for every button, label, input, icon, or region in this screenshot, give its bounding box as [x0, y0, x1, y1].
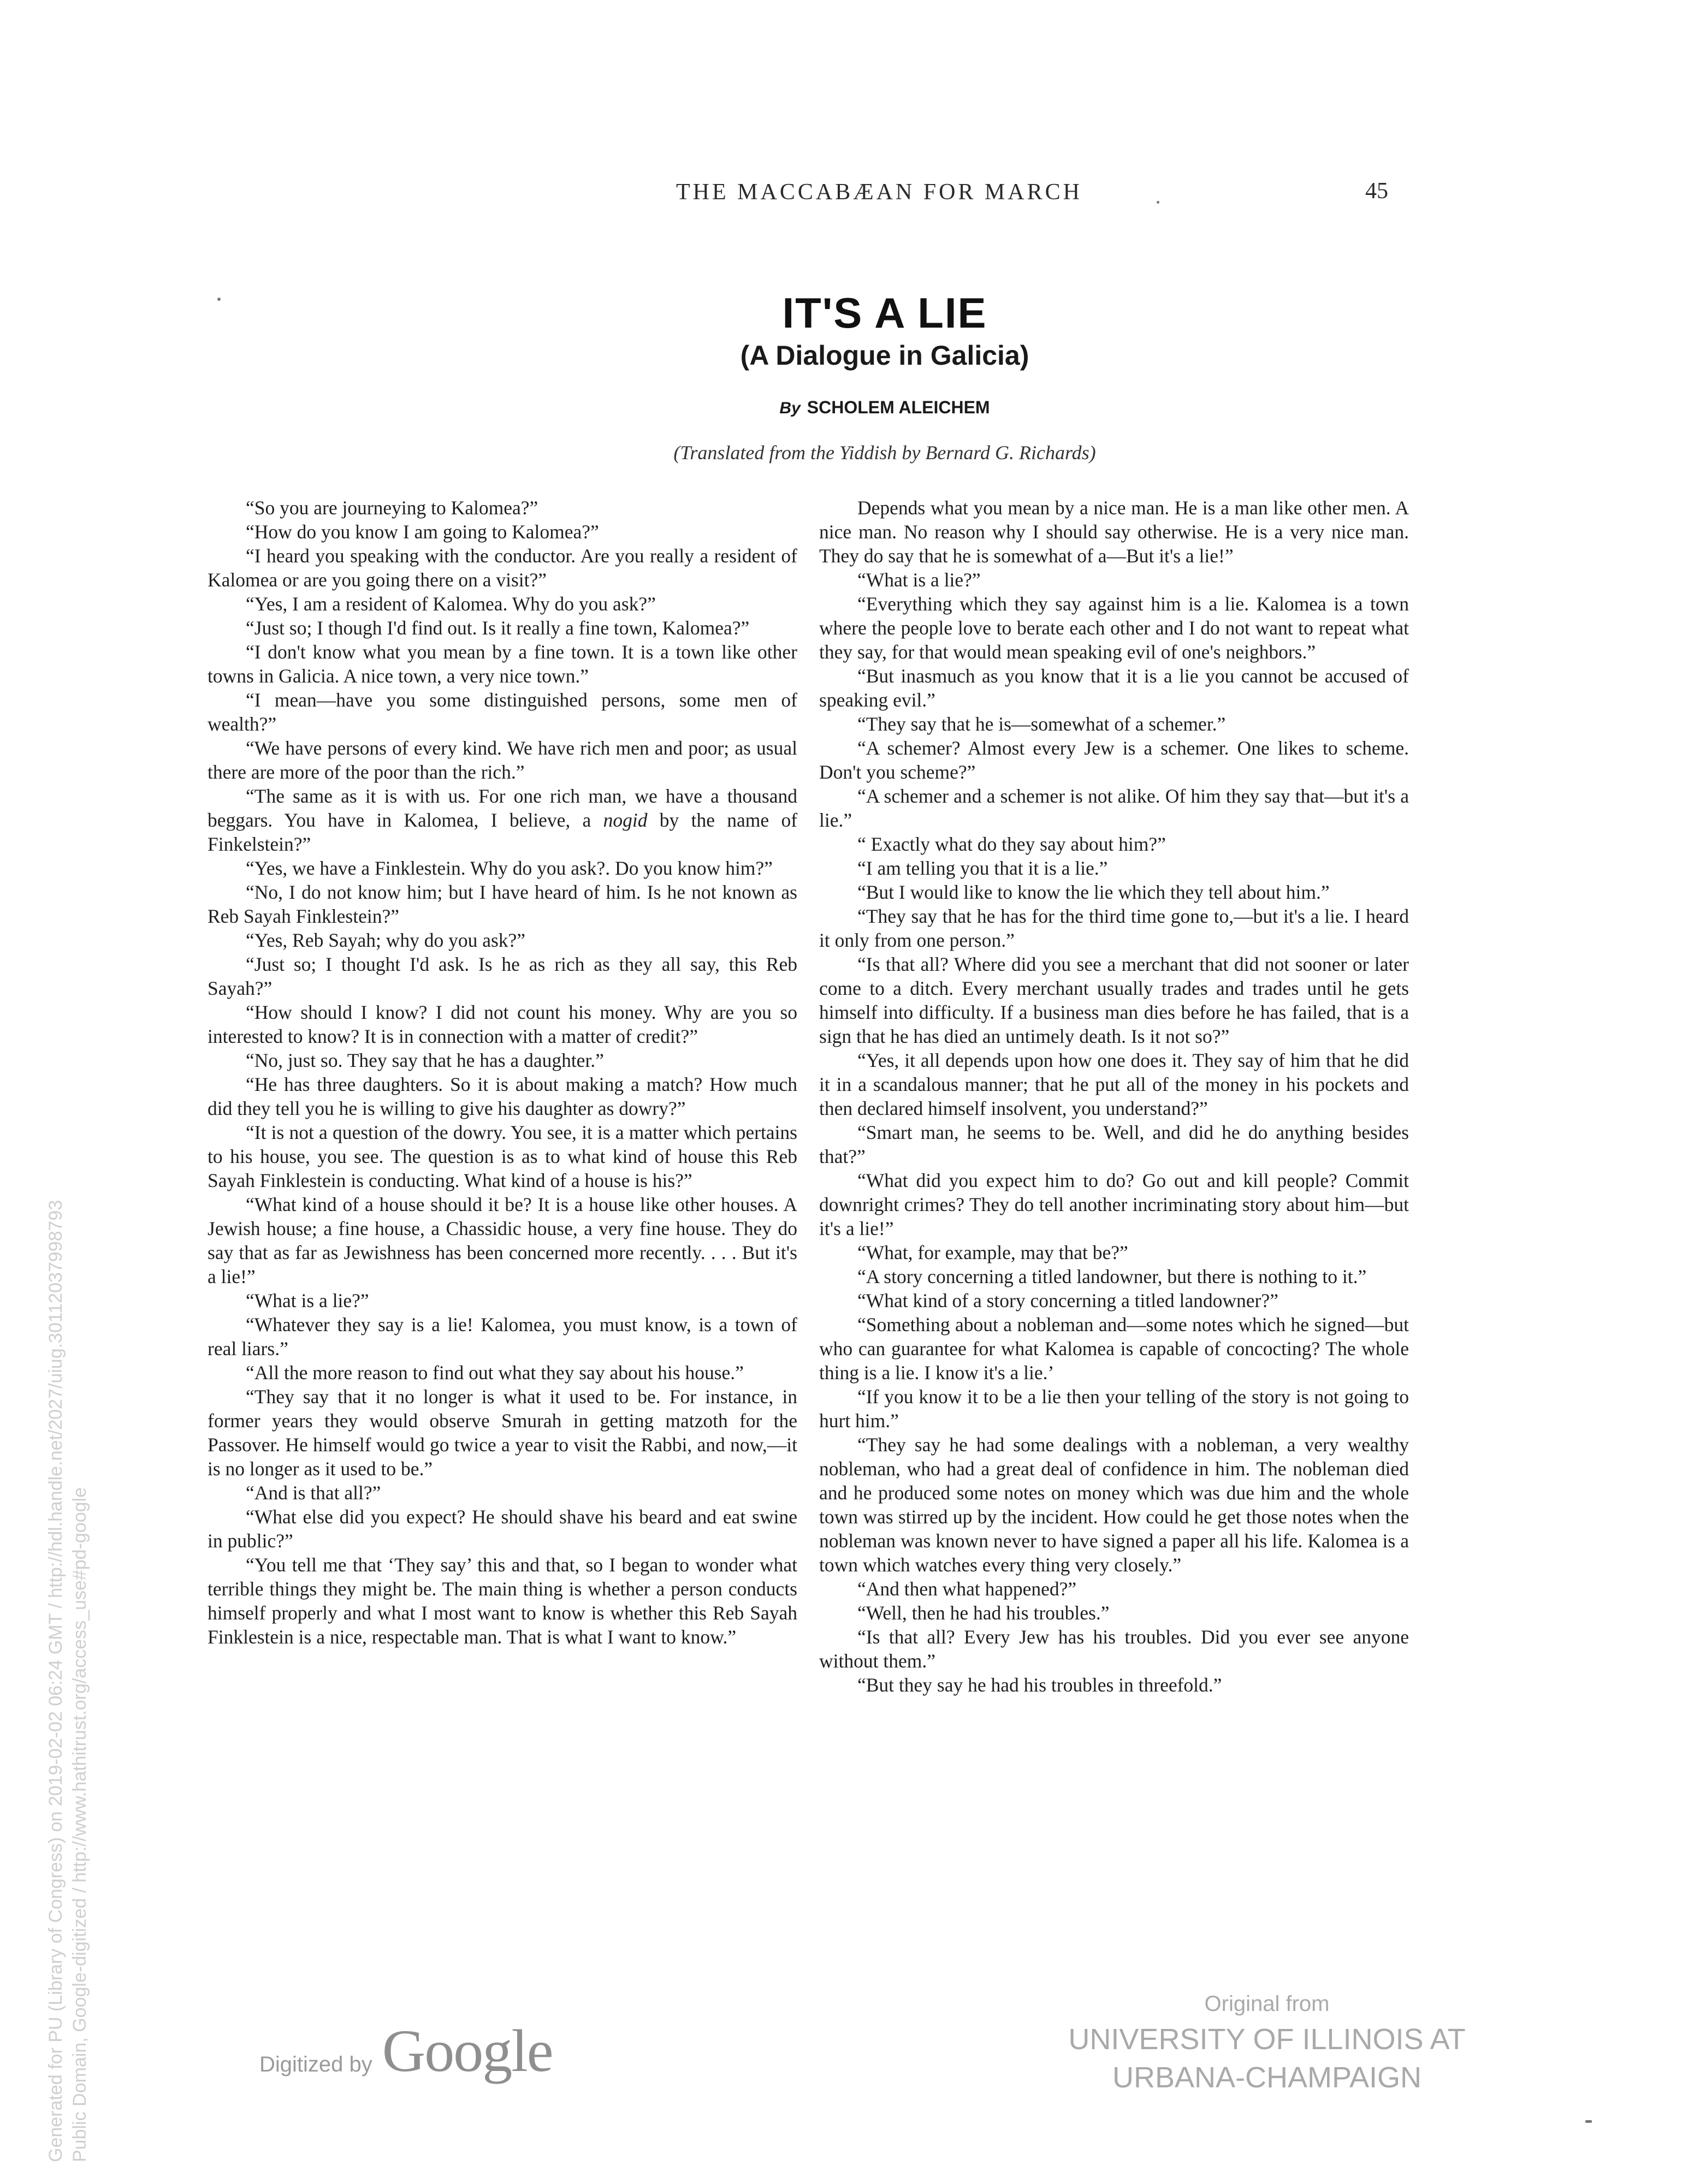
paragraph: “Smart man, he seems to be. Well, and did he do anything besides that?” [819, 1121, 1409, 1167]
paragraph: “They say that he has for the third time gone to,—but it's a lie. I heard it only from one person.” [819, 905, 1409, 951]
paragraph-text: “The same as it is with us. For one rich man, we have a thousand beggars. You have in Kalomea, I believe, a [208, 785, 797, 831]
paragraph: “Yes, we have a Finklestein. Why do you ask?. Do you know him?” [246, 857, 773, 879]
paragraph-text: by the name of Finkelstein?” [208, 809, 798, 855]
paragraph: “ Exactly what do they say about him?” [857, 833, 1166, 855]
paragraph [208, 784, 797, 856]
paragraph: “Yes, Reb Sayah; why do you ask?” [246, 929, 526, 951]
paragraph: “What else did you expect? He should shave his beard and eat swine in public?” [208, 1506, 797, 1552]
paragraph: “What did you expect him to do? Go out and kill people? Commit downright crimes? They do tell another incriminating story about him—but it's a lie!” [819, 1170, 1409, 1239]
university-campus: URBANA-CHAMPAIGN [1112, 2061, 1422, 2094]
paragraph: “It is not a question of the dowry. You see, it is a matter which pertains to his house, you see. The question is as to what kind of house this Reb Sayah Finklestein is conducting. What kind of a house is his?” [208, 1121, 797, 1191]
original-from-stamp [1054, 1987, 1480, 2097]
paragraph: “Just so; I thought I'd ask. Is he as rich as they all say, this Reb Sayah?” [208, 953, 797, 999]
right-text-column [819, 496, 1409, 1697]
google-logo: Google [382, 2017, 553, 2084]
paragraph: “You tell me that ‘They say’ this and that, so I began to wonder what terrible things they might be. The main thing is whether a person conducts himself properly and what I most want to know is whether this Reb Sayah Finklestein is a nice, respectable man. That is what I want to know.” [208, 1554, 797, 1648]
paragraph: “If you know it to be a lie then your telling of the story is not going to hurt him.” [819, 1386, 1409, 1432]
side-watermark [44, 775, 92, 2162]
paragraph: “And is that all?” [246, 1482, 381, 1504]
digitized-by-label: Digitized by [259, 2052, 372, 2076]
watermark-line: Public Domain, Google-digitized / http://www.hathitrust.org/access_use#pd-google [69, 1487, 90, 2162]
paragraph: “I am telling you that it is a lie.” [857, 857, 1108, 879]
paragraph: “Is that all? Every Jew has his troubles. Did you ever see anyone without them.” [819, 1626, 1409, 1672]
paragraph: “But they say he had his troubles in threefold.” [857, 1674, 1222, 1696]
paragraph: “No, just so. They say that he has a daughter.” [246, 1049, 604, 1071]
author-name: SCHOLEM ALEICHEM [807, 397, 990, 417]
paragraph: “All the more reason to find out what they say about his house.” [246, 1362, 744, 1384]
paragraph: “Just so; I though I'd find out. Is it really a fine town, Kalomea?” [246, 617, 750, 639]
page-number: 45 [1365, 179, 1388, 204]
paragraph: “What, for example, may that be?” [857, 1242, 1128, 1263]
byline [491, 397, 1278, 418]
paragraph: “Yes, it all depends upon how one does it. They say of him that he did it in a scandalous manner; that he put all of the money in his pockets and then declared himself insolvent, you understand?” [819, 1049, 1409, 1119]
paragraph: “He has three daughters. So it is about making a match? How much did they tell you he is willing to give his daughter as dowry?” [208, 1073, 797, 1119]
paragraph: “No, I do not know him; but I have heard of him. Is he not known as Reb Sayah Finklestein?” [208, 881, 797, 927]
paragraph: “Whatever they say is a lie! Kalomea, you must know, is a town of real liars.” [208, 1314, 797, 1360]
digitized-by-google [259, 2017, 553, 2086]
paragraph: “Yes, I am a resident of Kalomea. Why do you ask?” [246, 593, 656, 615]
paragraph: Depends what you mean by a nice man. He is a man like other men. A nice man. No reason why I should say otherwise. He is a very nice man. They do say that he is somewhat of a—But it's a lie!” [819, 497, 1409, 567]
paragraph: “Is that all? Where did you see a merchant that did not sooner or later come to a ditch. Every merchant usually trades and trades until he gets himself into difficulty. If a business man dies before he has failed, that is a sign that he has died an untimely death. Is it not so?” [819, 953, 1409, 1047]
paragraph: “A schemer and a schemer is not alike. Of him they say that—but it's a lie.” [819, 785, 1409, 831]
paragraph: “A schemer? Almost every Jew is a schemer. One likes to scheme. Don't you scheme?” [819, 737, 1409, 783]
paragraph: “I don't know what you mean by a fine town. It is a town like other towns in Galicia. A nice town, a very nice town.” [208, 641, 797, 687]
paragraph: “They say that it no longer is what it used to be. For instance, in former years they would observe Smurah in getting matzoth for the Passover. He himself would go twice a year to visit the Rabbi, and now,—it is no longer as it used to be.” [208, 1386, 797, 1480]
ink-speck [1157, 201, 1159, 204]
italic-word: nogid [603, 809, 648, 831]
paragraph: “We have persons of every kind. We have rich men and poor; as usual there are more of the poor than the rich.” [208, 737, 797, 783]
paragraph: “What is a lie?” [246, 1290, 369, 1311]
article-subtitle: (A Dialogue in Galicia) [740, 340, 1029, 371]
paragraph: “But I would like to know the lie which they tell about him.” [857, 881, 1330, 903]
article-title: IT'S A LIE [782, 289, 987, 337]
paragraph: “But inasmuch as you know that it is a lie you cannot be accused of speaking evil.” [819, 665, 1409, 711]
paragraph: “How should I know? I did not count his money. Why are you so interested to know? It is in connection with a matter of credit?” [208, 1001, 797, 1047]
paragraph: “So you are journeying to Kalomea?” [246, 497, 538, 519]
paragraph: “They say he had some dealings with a nobleman, a very wealthy nobleman, who had a great deal of confidence in him. The nobleman died and he produced some notes on money which was due him and the whole town was stirred up by the incident. How could he get those notes when the nobleman was known never to have signed a paper all his life. Kalomea is a town which watches every thing very closely.” [819, 1434, 1409, 1576]
byline-prefix: By [779, 399, 801, 417]
paragraph: “What is a lie?” [857, 569, 981, 591]
paragraph: “Well, then he had his troubles.” [857, 1602, 1110, 1624]
left-text-column [208, 496, 797, 1649]
paragraph: “They say that he is—somewhat of a schemer.” [857, 713, 1226, 735]
paragraph: “Something about a nobleman and—some notes which he signed—but who can guarantee for what Kalomea is capable of concocting? The whole thing is a lie. I know it's a lie.’ [819, 1314, 1409, 1384]
paragraph: “A story concerning a titled landowner, but there is nothing to it.” [857, 1266, 1367, 1287]
ink-speck [1585, 2120, 1592, 2123]
watermark-line: Generated for PU (Library of Congress) on 2019-02-02 06:24 GMT / http://hdl.handle.net/2027/uiug.30112037998793 [45, 1200, 66, 2162]
original-from-label: Original from [1204, 1992, 1330, 2016]
paragraph: “And then what happened?” [857, 1578, 1077, 1600]
paragraph: “What kind of a story concerning a titled landowner?” [857, 1290, 1278, 1311]
paragraph: “How do you know I am going to Kalomea?” [246, 521, 599, 543]
paragraph: “I mean—have you some distinguished persons, some men of wealth?” [208, 689, 797, 735]
paragraph: “What kind of a house should it be? It is a house like other houses. A Jewish house; a fine house, a Chassidic house, a very fine house. They do say that as far as Jewishness has been concerned more recently. . . . But it's a lie!” [208, 1194, 797, 1287]
paragraph: “Everything which they say against him is a lie. Kalomea is a town where the people love to berate each other and I do not want to repeat what they say, for that would mean speaking evil of one's neighbors.” [819, 593, 1409, 663]
running-title: THE MACCABÆAN FOR MARCH [676, 180, 1082, 205]
translator-note: (Translated from the Yiddish by Bernard G. Richards) [673, 442, 1096, 464]
ink-speck [217, 298, 221, 301]
paragraph: “I heard you speaking with the conductor. Are you really a resident of Kalomea or are you going there on a visit?” [208, 545, 797, 591]
university-name: UNIVERSITY OF ILLINOIS AT [1068, 2023, 1466, 2056]
